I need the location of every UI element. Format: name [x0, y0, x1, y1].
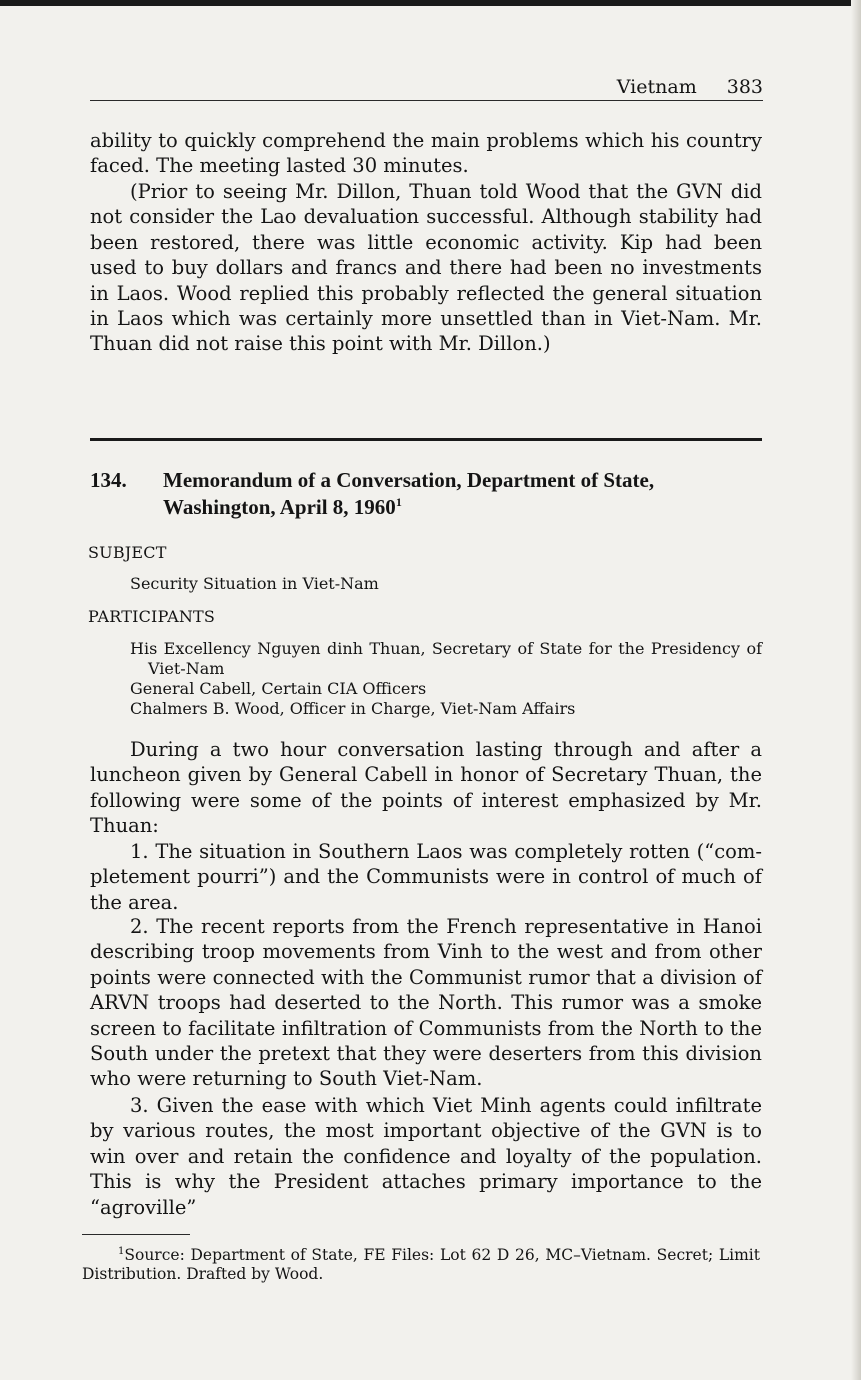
body-paragraph-intro: During a two hour conversation lasting through and after a luncheon given by General Cabell in honor of Secretary Thuan, the following were some of the points of interest emphasized by Mr. Thuan:	[90, 738, 762, 838]
document-heading	[90, 467, 762, 521]
continued-paragraph: ability to quickly comprehend the main problems which his country faced. The meeting lasted 30 minutes.	[90, 129, 762, 178]
page-top-edge	[0, 0, 861, 6]
document-number: 134.	[90, 468, 127, 492]
participants-label: PARTICIPANTS	[88, 607, 216, 626]
subject-text: Security Situation in Viet-Nam	[130, 574, 379, 593]
section-divider	[90, 438, 762, 441]
page-number: 383	[726, 76, 763, 98]
participant-item: His Excellency Nguyen dinh Thuan, Secretary of State for the Presidency of Viet-Nam	[130, 639, 762, 678]
running-head	[90, 74, 763, 101]
running-head-section: Vietnam	[616, 76, 697, 98]
body-paragraph-point-1: 1. The situation in Southern Laos was completely rotten (“com-pletement pourri”) and the Communists were in control of much of the area.	[90, 840, 762, 914]
participants-list	[130, 639, 762, 719]
footnote-rule	[82, 1234, 190, 1235]
participant-item: General Cabell, Certain CIA Officers	[130, 679, 427, 698]
body-paragraph-point-2: 2. The recent reports from the French representative in Hanoi describing troop movements from Vinh to the west and from other points were connected with the Communist rumor that a division of ARVN troops had deserted to the North. This rumor was a smoke screen to facilitate infiltration of Communists from the North to the South under the pretext that they were deserters from this division who were returning to South Viet-Nam.	[90, 915, 762, 1091]
footnote-text: Source: Department of State, FE Files: Lot 62 D 26, MC–Vietnam. Secret; Limit Distribution. Drafted by Wood.	[82, 1246, 760, 1283]
footnote-reference: 1	[395, 495, 402, 509]
subject-label: SUBJECT	[88, 543, 167, 562]
page-binding-edge	[851, 0, 861, 1380]
footnote-marker: 1	[118, 1245, 125, 1257]
participant-item: Chalmers B. Wood, Officer in Charge, Viet-Nam Affairs	[130, 699, 576, 718]
continued-paragraph-parenthetical: (Prior to seeing Mr. Dillon, Thuan told Wood that the GVN did not consider the Lao devaluation successful. Although stability had been restored, there was little economic activity. Kip had been used to buy dollars and francs and there had been no investments in Laos. Wood replied this probably reflected the general situation in Laos which was certainly more unsettled than in Viet-Nam. Mr. Thuan did not raise this point with Mr. Dillon.)	[90, 180, 762, 356]
document-title-wrap	[163, 467, 762, 521]
footnote	[82, 1246, 760, 1284]
body-paragraph-point-3: 3. Given the ease with which Viet Minh agents could infiltrate by various routes, the most important objective of the GVN is to win over and retain the confidence and loyalty of the population. This is why the President attaches primary importance to the “agroville”	[90, 1094, 762, 1219]
document-title: Memorandum of a Conversation, Department of State, Washington, April 8, 1960	[163, 468, 655, 519]
